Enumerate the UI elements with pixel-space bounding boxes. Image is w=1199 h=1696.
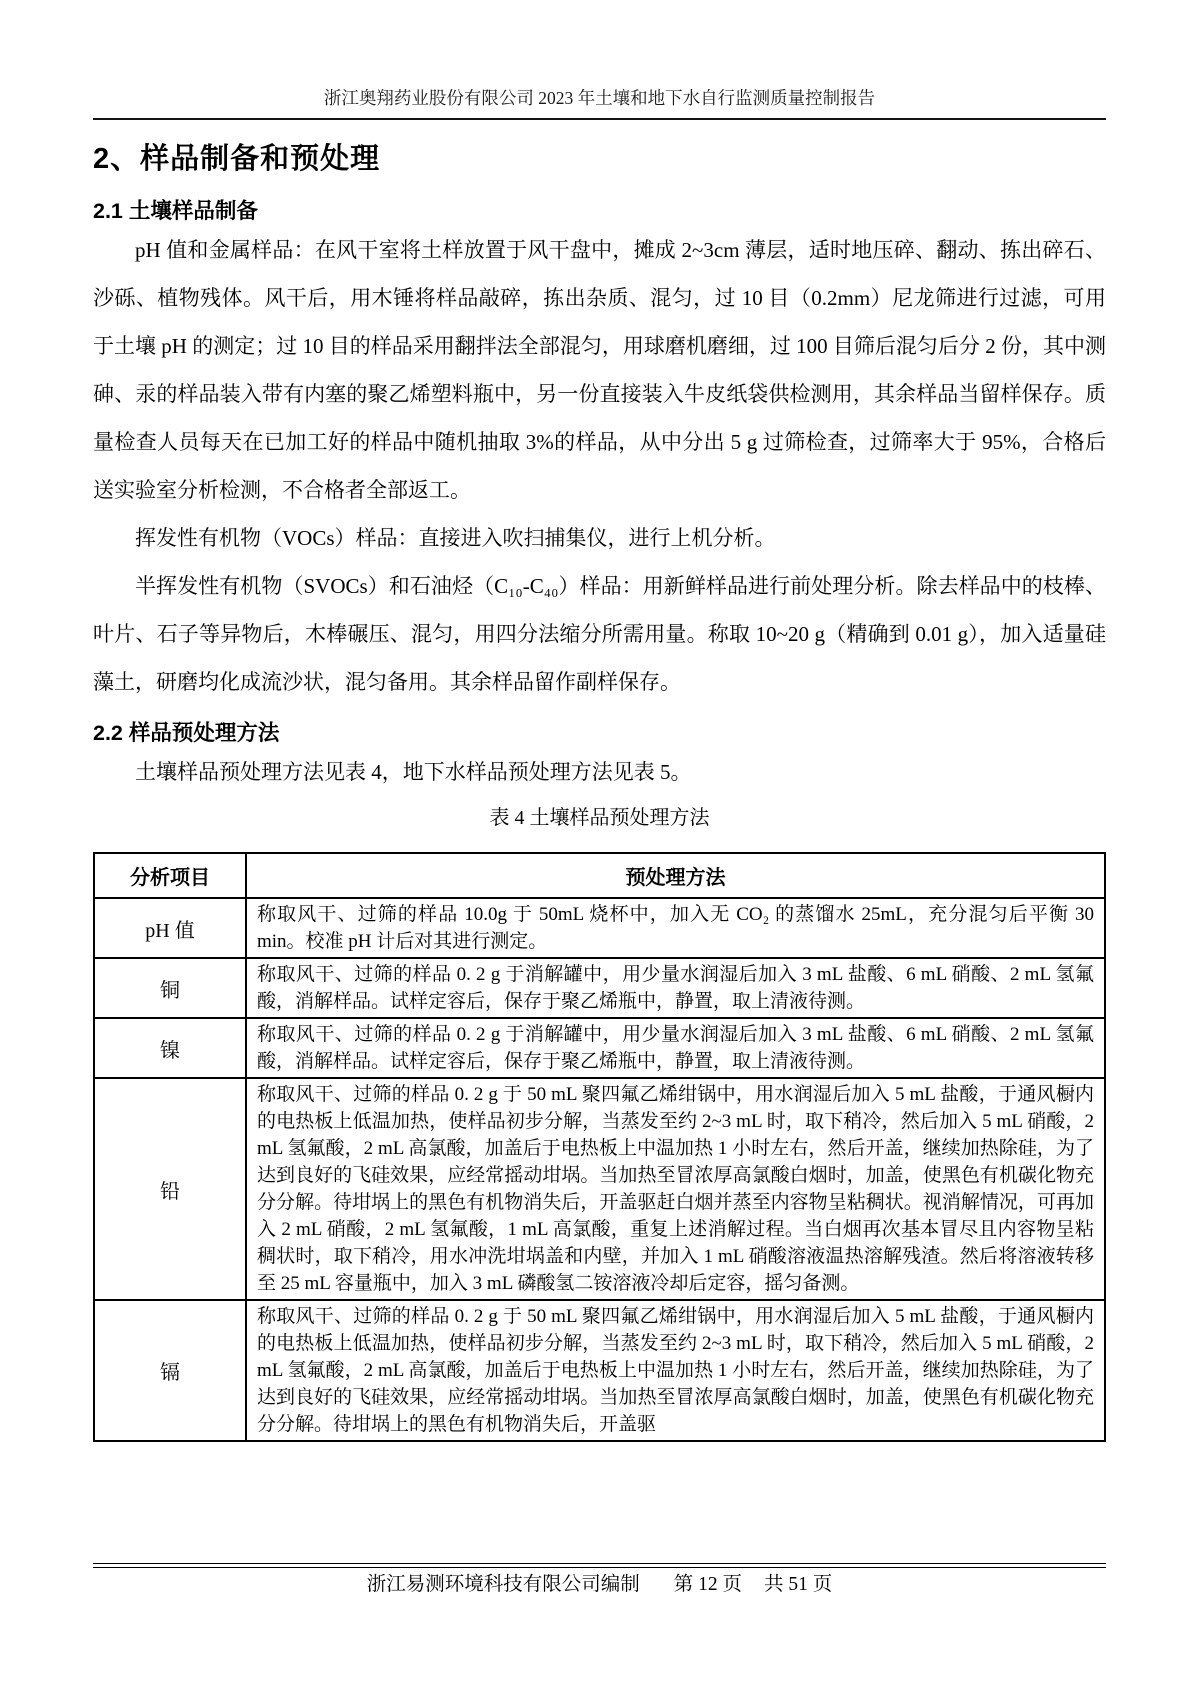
analysis-item-cell: 镍 bbox=[94, 1018, 246, 1078]
page-header bbox=[93, 0, 1106, 110]
method-cell: 称取风干、过筛的样品 0. 2 g 于 50 mL 聚四氟乙烯绀锅中，用水润湿后加入 5 mL 盐酸，于通风橱内的电热板上低温加热，使样品初步分解，当蒸发至约 2~3 mL 时，取下稍冷，然后加入 5 mL 硝酸，2 mL 氢氟酸，2 mL 高氯酸，加盖后于电热板上中温加热 1 小时左右，然后开盖，继续加热除硅，为了达到良好的飞硅效果，应经常摇动坩埚。当加热至冒浓厚高氯酸白烟时，加盖，使黑色有机碳化物充分分解。待坩埚上的黑色有机物消失后，开盖驱 bbox=[246, 1300, 1105, 1441]
analysis-item-cell: 铅 bbox=[94, 1078, 246, 1300]
header-rule bbox=[93, 118, 1106, 120]
analysis-item-cell: 铜 bbox=[94, 958, 246, 1018]
col-header-method: 预处理方法 bbox=[246, 853, 1105, 898]
table-page-clip bbox=[93, 852, 1106, 1442]
table-row-ph bbox=[94, 898, 1105, 958]
method-cell: 称取风干、过筛的样品 0. 2 g 于 50 mL 聚四氟乙烯绀锅中，用水润湿后加入 5 mL 盐酸，于通风橱内的电热板上低温加热，使样品初步分解，当蒸发至约 2~3 mL 时，取下稍冷，然后加入 5 mL 硝酸，2 mL 氢氟酸，2 mL 高氯酸，加盖后于电热板上中温加热 1 小时左右，然后开盖，继续加热除硅，为了达到良好的飞硅效果，应经常摇动坩埚。当加热至冒浓厚高氯酸白烟时，加盖，使黑色有机碳化物充分分解。待坩埚上的黑色有机物消失后，开盖驱赶白烟并蒸至内容物呈粘稠状。视消解情况，可再加入 2 mL 硝酸，2 mL 氢氟酸，1 mL 高氯酸，重复上述消解过程。当白烟再次基本冒尽且内容物呈粘稠状时，取下稍冷，用水冲洗坩埚盖和内壁，并加入 1 mL 硝酸溶液温热溶解残渣。然后将溶液转移至 25 mL 容量瓶中，加入 3 mL 磷酸氢二铵溶液冷却后定容，摇匀备测。 bbox=[246, 1078, 1105, 1300]
table-row-nickel bbox=[94, 1018, 1105, 1078]
method-cell: 称取风干、过筛的样品 0. 2 g 于消解罐中，用少量水润湿后加入 3 mL 盐酸、6 mL 硝酸、2 mL 氢氟酸，消解样品。试样定容后，保存于聚乙烯瓶中，静置，取上清液待测。 bbox=[246, 958, 1105, 1018]
table-row-cadmium bbox=[94, 1300, 1105, 1441]
method-cell: 称取风干、过筛的样品 10.0g 于 50mL 烧杯中，加入无 CO₂ 的蒸馏水 25mL，充分混匀后平衡 30 min。校准 pH 计后对其进行测定。 bbox=[246, 898, 1105, 958]
soil-pretreatment-table bbox=[93, 852, 1106, 1442]
col-header-analysis-item: 分析项目 bbox=[94, 853, 246, 898]
paragraph-table-reference: 土壤样品预处理方法见表 4，地下水样品预处理方法见表 5。 bbox=[135, 760, 692, 784]
footer-page-total: 共 51 页 bbox=[764, 1574, 833, 1595]
analysis-item-cell: pH 值 bbox=[94, 898, 246, 958]
table-header-row bbox=[94, 853, 1105, 898]
section-2-2-heading: 2.2 样品预处理方法 bbox=[93, 721, 280, 745]
paragraph-soil-sample-prep: pH 值和金属样品：在风干室将土样放置于风干盘中，摊成 2~3cm 薄层，适时地压碎、翻动、拣出碎石、沙砾、植物残体。风干后，用木锤将样品敲碎，拣出杂质、混匀，过 10 目（0.2mm）尼龙筛进行过滤，可用于土壤 pH 的测定；过 10 目的样品采用翻拌法全部混匀，用球磨机磨细，过 100 目筛后混匀后分 2 份，其中测砷、汞的样品装入带有内塞的聚乙烯塑料瓶中，另一份直接装入牛皮纸袋供检测用，其余样品当留样保存。质量检查人员每天在已加工好的样品中随机抽取 3%的样品，从中分出 5 g 过筛检查，过筛率大于 95%，合格后送实验室分析检测，不合格者全部返工。 bbox=[93, 238, 1106, 502]
footer-rule bbox=[93, 1563, 1106, 1568]
table-row-lead bbox=[94, 1078, 1105, 1300]
section-2-1-heading: 2.1 土壤样品制备 bbox=[93, 199, 258, 223]
paragraph-vocs-sample: 挥发性有机物（VOCs）样品：直接进入吹扫捕集仪，进行上机分析。 bbox=[135, 526, 776, 550]
table-caption: 表 4 土壤样品预处理方法 bbox=[489, 807, 710, 829]
footer-page-number: 第 12 页 bbox=[673, 1574, 742, 1595]
paragraph-svocs-sample: 半挥发性有机物（SVOCs）和石油烃（C₁₀-C₄₀）样品：用新鲜样品进行前处理分析。除去样品中的枝棒、叶片、石子等异物后，木棒碾压、混匀，用四分法缩分所需用量。称取 10~20 g（精确到 0.01 g），加入适量硅藻土，研磨均化成流沙状，混匀备用。其余样品留作副样保存。 bbox=[93, 574, 1106, 694]
page-footer bbox=[0, 1572, 1199, 1598]
page-header-text: 浙江奥翔药业股份有限公司 2023 年土壤和地下水自行监测质量控制报告 bbox=[323, 88, 876, 108]
doc-title: 2、样品制备和预处理 bbox=[93, 143, 381, 175]
analysis-item-cell: 镉 bbox=[94, 1300, 246, 1441]
footer-company: 浙江易测环境科技有限公司编制 bbox=[366, 1574, 640, 1595]
method-cell: 称取风干、过筛的样品 0. 2 g 于消解罐中，用少量水润湿后加入 3 mL 盐酸、6 mL 硝酸、2 mL 氢氟酸，消解样品。试样定容后，保存于聚乙烯瓶中，静置，取上清液待测。 bbox=[246, 1018, 1105, 1078]
table-row-copper bbox=[94, 958, 1105, 1018]
